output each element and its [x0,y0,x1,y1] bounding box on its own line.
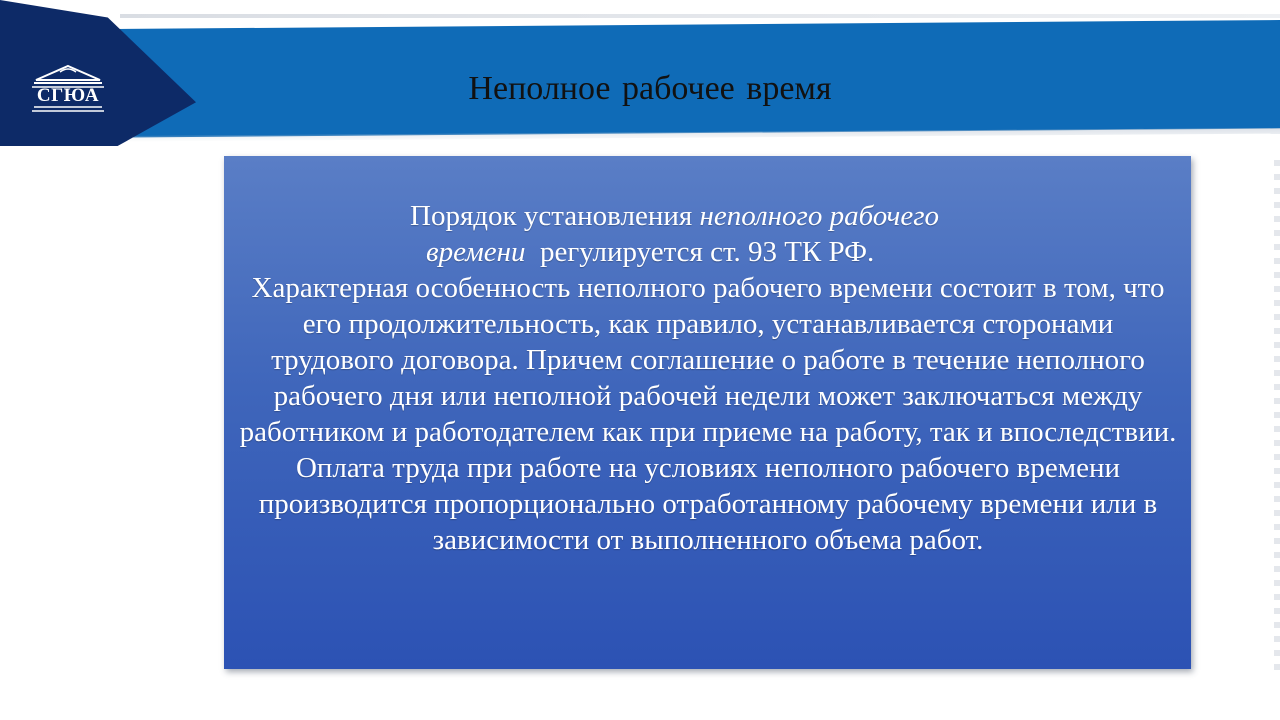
university-logo [26,64,110,120]
paragraph-tail: регулируется ст. 93 ТК РФ. [525,236,875,268]
page-title: Неполное рабочее время [468,70,832,107]
paragraph-italic-a: неполного рабочего [699,200,940,232]
content-card [224,156,1191,669]
logo-text: СГЮА [36,85,100,106]
top-rule [120,14,1280,18]
edge-strip [1274,160,1280,670]
paragraph-description: Характерная особенность неполного рабочего времени состоит в том, что его продолжительность, как правило, устанавливается сторонами трудового договора. Причем соглашение о работе в течение неполного рабочего дня или неполной рабочей недели может заключаться между работником и работодателем как при приеме на работу, так и впоследствии. Оплата труда при работе на условиях неполного рабочего времени производится пропорционально отработанному рабочему времени или в зависимости от выполненного объема работ. [239,272,1177,556]
paragraph-lead: Порядок установления [410,200,700,232]
paragraph-italic-b: времени [426,236,526,268]
paragraph-legal-reference [410,198,1060,270]
logo-base-lines [30,106,106,112]
